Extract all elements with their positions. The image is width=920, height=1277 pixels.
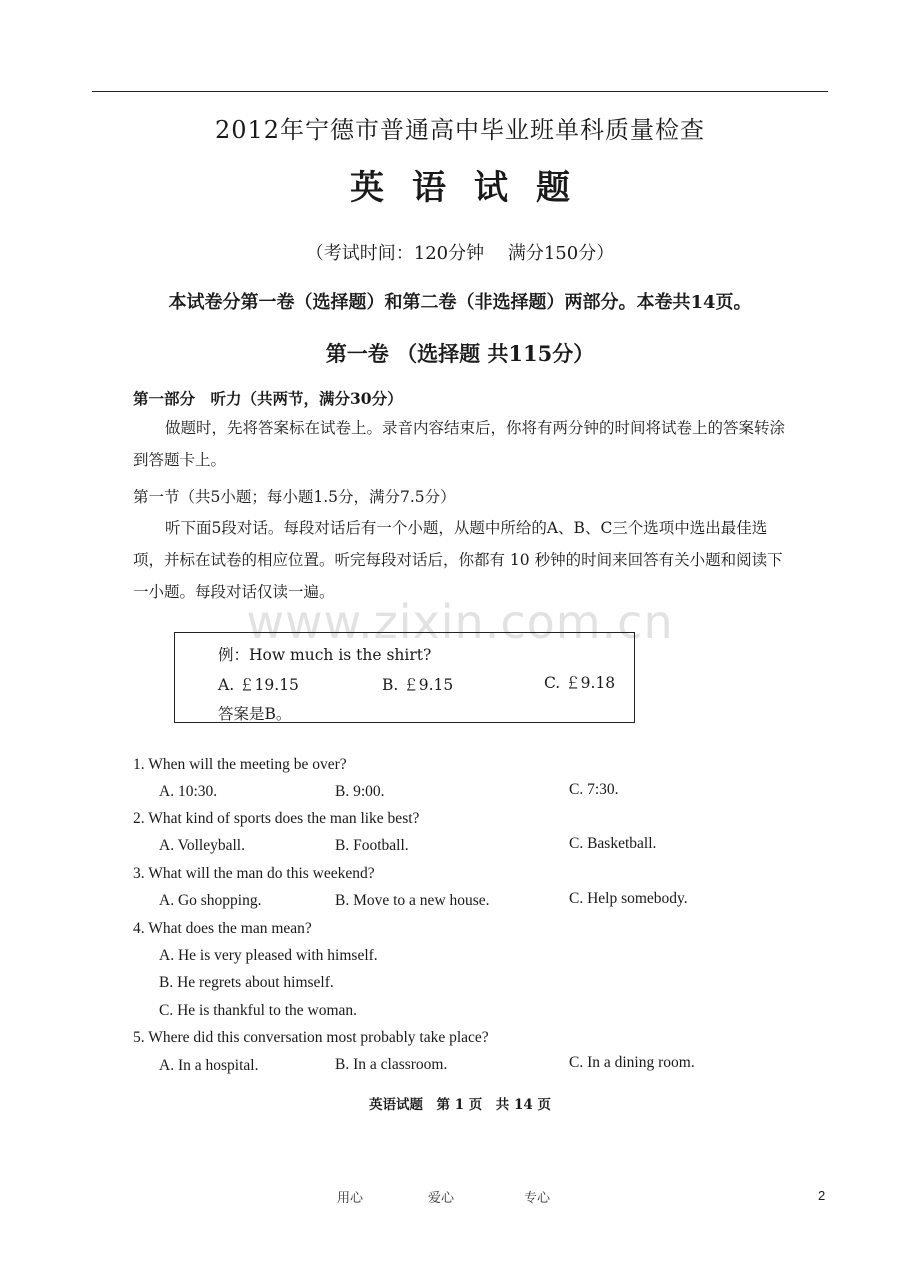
example-box bbox=[174, 632, 635, 723]
watermark-text: www.zixin.com.cn bbox=[246, 595, 674, 649]
question-4-option-c: C. He is thankful to the woman. bbox=[159, 1002, 358, 1019]
question-5-option-b: B. In a classroom. bbox=[335, 1056, 448, 1073]
exam-time-info: （考试时间：120分钟 满分150分） bbox=[305, 243, 615, 264]
header-rule bbox=[92, 91, 828, 92]
exam-subtitle: 2012年宁德市普通高中毕业班单科质量检查 bbox=[214, 116, 706, 144]
page-number: 2 bbox=[818, 1188, 826, 1203]
exam-structure-note: 本试卷分第一卷（选择题）和第二卷（非选择题）两部分。本卷共14页。 bbox=[168, 292, 752, 313]
question-1-option-b: B. 9:00. bbox=[335, 783, 385, 800]
example-answer: 答案是B。 bbox=[218, 705, 292, 723]
question-4: 4. What does the man mean? bbox=[133, 920, 312, 937]
question-3-option-a: A. Go shopping. bbox=[159, 892, 262, 909]
question-2-option-a: A. Volleyball. bbox=[159, 837, 245, 854]
section1-instruction: 听下面5段对话。每段对话后有一个小题，从题中所给的A、B、C三个选项中选出最佳选项，并标在试卷的相应位置。听完每段对话后，你都有 10 秒钟的时间来回答有关小题和阅读下一小题。每段对话仅读一遍。 bbox=[133, 519, 783, 601]
question-2: 2. What kind of sports does the man like best? bbox=[133, 810, 420, 827]
footer-motto-1: 用心 bbox=[337, 1191, 364, 1206]
volume-heading: 第一卷 （选择题 共115分） bbox=[325, 341, 595, 366]
question-5-option-c: C. In a dining room. bbox=[569, 1054, 695, 1071]
question-2-option-b: B. Football. bbox=[335, 837, 409, 854]
question-3-option-c: C. Help somebody. bbox=[569, 890, 688, 907]
example-question: 例：How much is the shirt? bbox=[218, 646, 432, 664]
question-1-option-c: C. 7:30. bbox=[569, 781, 619, 798]
question-2-option-c: C. Basketball. bbox=[569, 835, 657, 852]
question-4-option-b: B. He regrets about himself. bbox=[159, 974, 334, 991]
exam-title: 英语试题 bbox=[350, 168, 598, 208]
question-1-option-a: A. 10:30. bbox=[159, 783, 218, 800]
part1-heading: 第一部分 听力（共两节，满分30分） bbox=[133, 389, 403, 408]
footer-motto-3: 专心 bbox=[524, 1191, 551, 1206]
question-5-option-a: A. In a hospital. bbox=[159, 1057, 259, 1074]
example-option-a: A. ￡19.15 bbox=[218, 676, 299, 694]
question-3-option-b: B. Move to a new house. bbox=[335, 892, 490, 909]
section1-heading: 第一节（共5小题；每小题1.5分，满分7.5分） bbox=[133, 488, 456, 506]
question-5: 5. Where did this conversation most probably take place? bbox=[133, 1029, 489, 1046]
question-1: 1. When will the meeting be over? bbox=[133, 756, 347, 773]
part1-instruction: 做题时，先将答案标在试卷上。录音内容结束后，你将有两分钟的时间将试卷上的答案转涂到答题卡上。 bbox=[133, 419, 786, 469]
question-4-option-a: A. He is very pleased with himself. bbox=[159, 947, 378, 964]
example-option-c: C. ￡9.18 bbox=[544, 674, 616, 692]
footer-motto-2: 爱心 bbox=[428, 1191, 455, 1206]
question-3: 3. What will the man do this weekend? bbox=[133, 865, 375, 882]
example-option-b: B. ￡9.15 bbox=[382, 676, 454, 694]
page-footer-label: 英语试题 第 1 页 共 14 页 bbox=[369, 1097, 551, 1113]
